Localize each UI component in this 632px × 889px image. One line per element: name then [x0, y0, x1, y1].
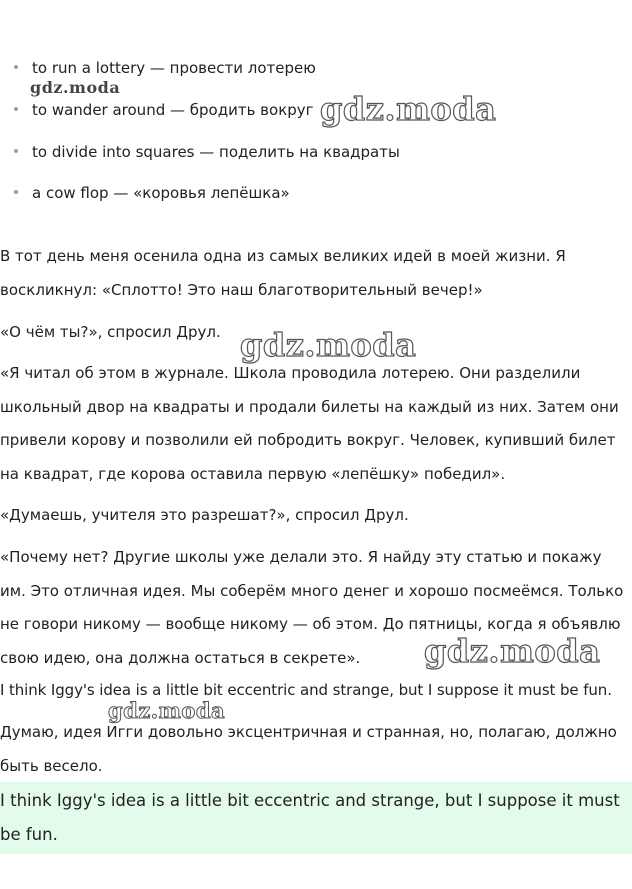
translation-sentence: Думаю, идея Игги довольно эксцентричная и странная, но, полагаю, должно быть весело.	[0, 723, 617, 775]
vocabulary-item	[14, 58, 316, 78]
watermark-logo: gdz.moda	[320, 90, 497, 128]
english-sentence: I think Iggy's idea is a little bit eccentric and strange, but I suppose it must be fun.	[0, 681, 612, 699]
story-paragraph: В тот день меня осенила одна из самых великих идей в моей жизни. Я воскликнул: «Сплотто! Это наш благотворительный вечер!»	[0, 247, 566, 299]
vocabulary-item	[14, 183, 290, 203]
answer-text: I think Iggy's idea is a little bit eccentric and strange, but I suppose it must be fun.	[0, 791, 620, 844]
watermark-logo: gdz.moda	[424, 632, 601, 670]
vocabulary-item	[14, 142, 400, 162]
story-paragraph: «Думаешь, учителя это разрешат?», спросил Друл.	[0, 506, 409, 524]
bullet-dot-icon	[14, 65, 18, 69]
story-paragraph: «О чём ты?», спросил Друл.	[0, 323, 221, 341]
watermark-logo: gdz.moda	[240, 326, 417, 364]
bullet-dot-icon	[14, 149, 18, 153]
vocabulary-text: a cow flop — «коровья лепёшка»	[32, 184, 290, 202]
watermark-logo: gdz.moda	[30, 78, 121, 97]
bullet-dot-icon	[14, 190, 18, 194]
watermark-logo: gdz.moda	[108, 698, 226, 723]
story-paragraph: «Почему нет? Другие школы уже делали это. Я найду эту статью и покажу им. Это отличная идея. Мы соберём много денег и хорошо посмеёмся. Только не говори никому — вообще никому — об этом. До пятницы, когда я объявлю свою идею, она должна остаться в секрете».	[0, 548, 624, 667]
answer-highlight	[0, 782, 632, 854]
story-paragraph: «Я читал об этом в журнале. Школа проводила лотерею. Они разделили школьный двор на квадраты и продали билеты на каждый из них. Затем они привели корову и позволили ей побродить вокруг. Человек, купивший билет на квадрат, где корова оставила первую «лепёшку» победил».	[0, 364, 619, 483]
bullet-dot-icon	[14, 107, 18, 111]
vocabulary-item	[14, 100, 314, 120]
vocabulary-text: to run a lottery — провести лотерею	[32, 59, 316, 77]
vocabulary-text: to wander around — бродить вокруг	[32, 101, 314, 119]
vocabulary-text: to divide into squares — поделить на квадраты	[32, 143, 400, 161]
